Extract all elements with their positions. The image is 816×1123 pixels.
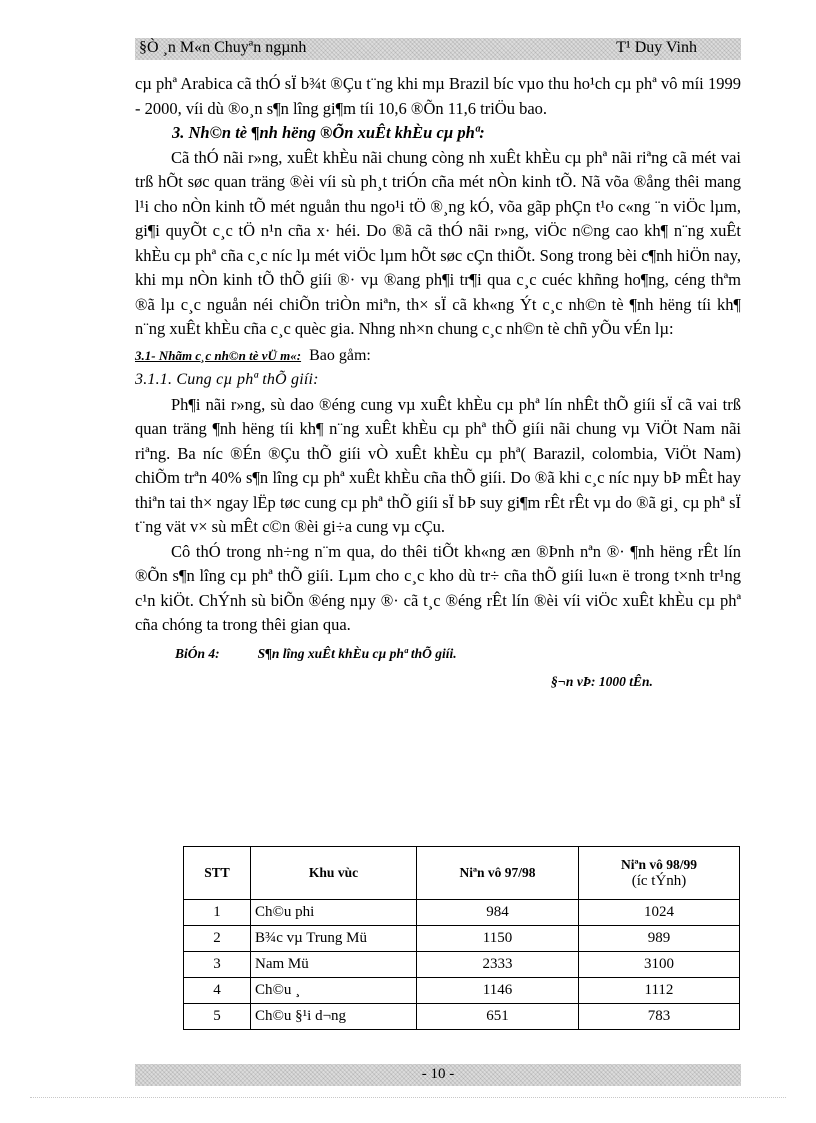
header-year-97-98: Niªn vô 97/98 bbox=[417, 847, 579, 900]
export-volume-table bbox=[183, 846, 740, 1030]
header-course-title: §Ò ¸n M«n Chuyªn ngµnh bbox=[139, 39, 307, 56]
cell-region: Nam Mü bbox=[251, 952, 417, 978]
table-caption-title: S¶n lîng xuÊt khÈu cµ phª thÕ giíi. bbox=[257, 645, 457, 661]
table-row bbox=[184, 926, 740, 952]
table-row bbox=[184, 978, 740, 1004]
cell-stt: 1 bbox=[184, 900, 251, 926]
cell-stt: 5 bbox=[184, 1004, 251, 1030]
cell-y1: 1150 bbox=[417, 926, 579, 952]
header-stt: STT bbox=[184, 847, 251, 900]
table-row bbox=[184, 1004, 740, 1030]
subsection-heading-3-1 bbox=[135, 344, 741, 369]
cell-stt: 2 bbox=[184, 926, 251, 952]
paragraph-supply: Ph¶i nãi r»ng, sù dao ®éng cung vµ xuÊt khÈu cµ phª lín nhÊt thÕ giíi sÏ cã vai trß quan träng ¶nh hëng tíi kh¶ n¨ng xuÊt khÈu cµ phª thÕ giíi nãi chung vµ ViÖt Nam nãi riªng. Ba níc ®Én ®Çu thÕ giíi vÒ xuÊt khÈu cµ phª( Barazil, colombia, ViÖt Nam) chiÕm trªn 40% s¶n lîng cµ phª xuÊt khÈu cña thÕ giíi. Do ®ã khi c¸c níc nµy bÞ mÊt hay thiªn tai th× ngay lËp tøc cung cµ phª thÕ giíi sÏ bÞ suy gi¶m rÊt rÊt vµ do ®ã gi¸ cµ phª sÏ t¨ng vät v× sù mÊt c©n ®èi gi÷a cung vµ cÇu. bbox=[135, 394, 741, 536]
page-body bbox=[135, 72, 741, 695]
table-row bbox=[184, 900, 740, 926]
cell-y1: 651 bbox=[417, 1004, 579, 1030]
table-row bbox=[184, 952, 740, 978]
cell-y2: 1112 bbox=[579, 978, 740, 1004]
header-author: T¹ Duy Vinh bbox=[616, 39, 697, 56]
cell-y1: 2333 bbox=[417, 952, 579, 978]
table-caption bbox=[175, 642, 741, 667]
cell-y1: 1146 bbox=[417, 978, 579, 1004]
cell-y2: 1024 bbox=[579, 900, 740, 926]
header-year-98-99-line2: (íc tÝnh) bbox=[631, 872, 687, 889]
table-unit: §¬n vÞ: 1000 tÊn. bbox=[551, 674, 653, 689]
paragraph-factors: Cã thÓ nãi r»ng, xuÊt khÈu nãi chung còng nh xuÊt khÈu cµ phª nãi riªng cã mét vai trß hÕt søc quan träng ®èi víi sù ph¸t triÓn cña mét nÒn kinh tÕ. Nã võa ®ång thêi mang l¹i cho nÒn kinh tÕ mét nguån thu ngo¹i tÖ ®¸ng kÓ, võa gãp phÇn t¹o c«ng ¨n viÖc lµm, gi¶i quyÕt c¸c tÖ n¹n cña x· héi. Do ®ã cã thÓ nãi r»ng, viÖc n©ng cao kh¶ n¨ng xuÊt khÈu cµ phª cña c¸c níc lµ mét viÖc lµm hÕt søc cÇn thiÕt. Song trong bèi c¶nh hiÖn nay, khi mµ nÒn kinh tÕ thÕ giíi ®· vµ ®ang ph¶i tr¶i qua c¸c cuéc khñng ho¶ng, céng thªm ®ã lµ c¸c nguån néi chiÕn triÒn miªn, th× sÏ cã kh«ng Ýt c¸c nh©n tè ¶nh hëng tíi kh¶ n¨ng xuÊt khÈu cña c¸c quèc gia. Nhng nh×n chung c¸c nh©n tè chñ yÕu vÉn lµ: bbox=[135, 147, 741, 338]
cell-y1: 984 bbox=[417, 900, 579, 926]
table-header-row bbox=[184, 847, 740, 900]
subsection-heading-3-1-label: 3.1- Nhãm c¸c nh©n tè vÜ m«: bbox=[135, 347, 302, 363]
subsection-heading-3-1-tail: Bao gåm: bbox=[309, 346, 371, 364]
table-caption-label: BiÓn 4: bbox=[175, 645, 220, 661]
cell-stt: 4 bbox=[184, 978, 251, 1004]
cell-y2: 783 bbox=[579, 1004, 740, 1030]
header-region: Khu vùc bbox=[251, 847, 417, 900]
paragraph-intro: cµ phª Arabica cã thÓ sÏ b¾t ®Çu t¨ng khi mµ Brazil bíc vµo thu ho¹ch cµ phª vô míi 1999 - 2000, víi dù ®o¸n s¶n lîng gi¶m tíi 10,6 ®Õn 11,6 triÖu bao. bbox=[135, 74, 741, 118]
paragraph-weather: Cô thÓ trong nh÷ng n¨m qua, do thêi tiÕt kh«ng æn ®Þnh nªn ®· ¶nh hëng rÊt lín ®Õn s¶n lîng cµ phª thÕ giíi. Lµm cho c¸c kho dù tr÷ cña thÕ giíi lu«n ë trong t×nh tr¹ng c¹n kiÖt. ChÝnh sù biÕn ®éng nµy ®· cã t¸c ®éng rÊt lín ®èi víi viÖc xuÊt khÈu cµ phª cña chóng ta trong thêi gian qua. bbox=[135, 541, 741, 634]
subsection-heading-3-1-1: 3.1.1. Cung cµ phª thÕ giíi: bbox=[135, 371, 319, 388]
cell-region: Ch©u ¸ bbox=[251, 978, 417, 1004]
cell-y2: 3100 bbox=[579, 952, 740, 978]
page-footer bbox=[135, 1064, 741, 1086]
section-heading-3: 3. Nh©n tè ¶nh hëng ®Õn xuÊt khÈu cµ phª: bbox=[172, 123, 485, 142]
cell-region: B¾c vµ Trung Mü bbox=[251, 926, 417, 952]
cell-region: Ch©u §¹i d¬ng bbox=[251, 1004, 417, 1030]
cell-region: Ch©u phi bbox=[251, 900, 417, 926]
cell-y2: 989 bbox=[579, 926, 740, 952]
page-number: - 10 - bbox=[421, 1066, 455, 1082]
header-year-98-99-line1: Niªn vô 98/99 bbox=[620, 856, 698, 872]
cell-stt: 3 bbox=[184, 952, 251, 978]
page-bottom-rule bbox=[30, 1097, 786, 1098]
page-header bbox=[135, 38, 741, 60]
header-year-98-99 bbox=[579, 847, 740, 900]
